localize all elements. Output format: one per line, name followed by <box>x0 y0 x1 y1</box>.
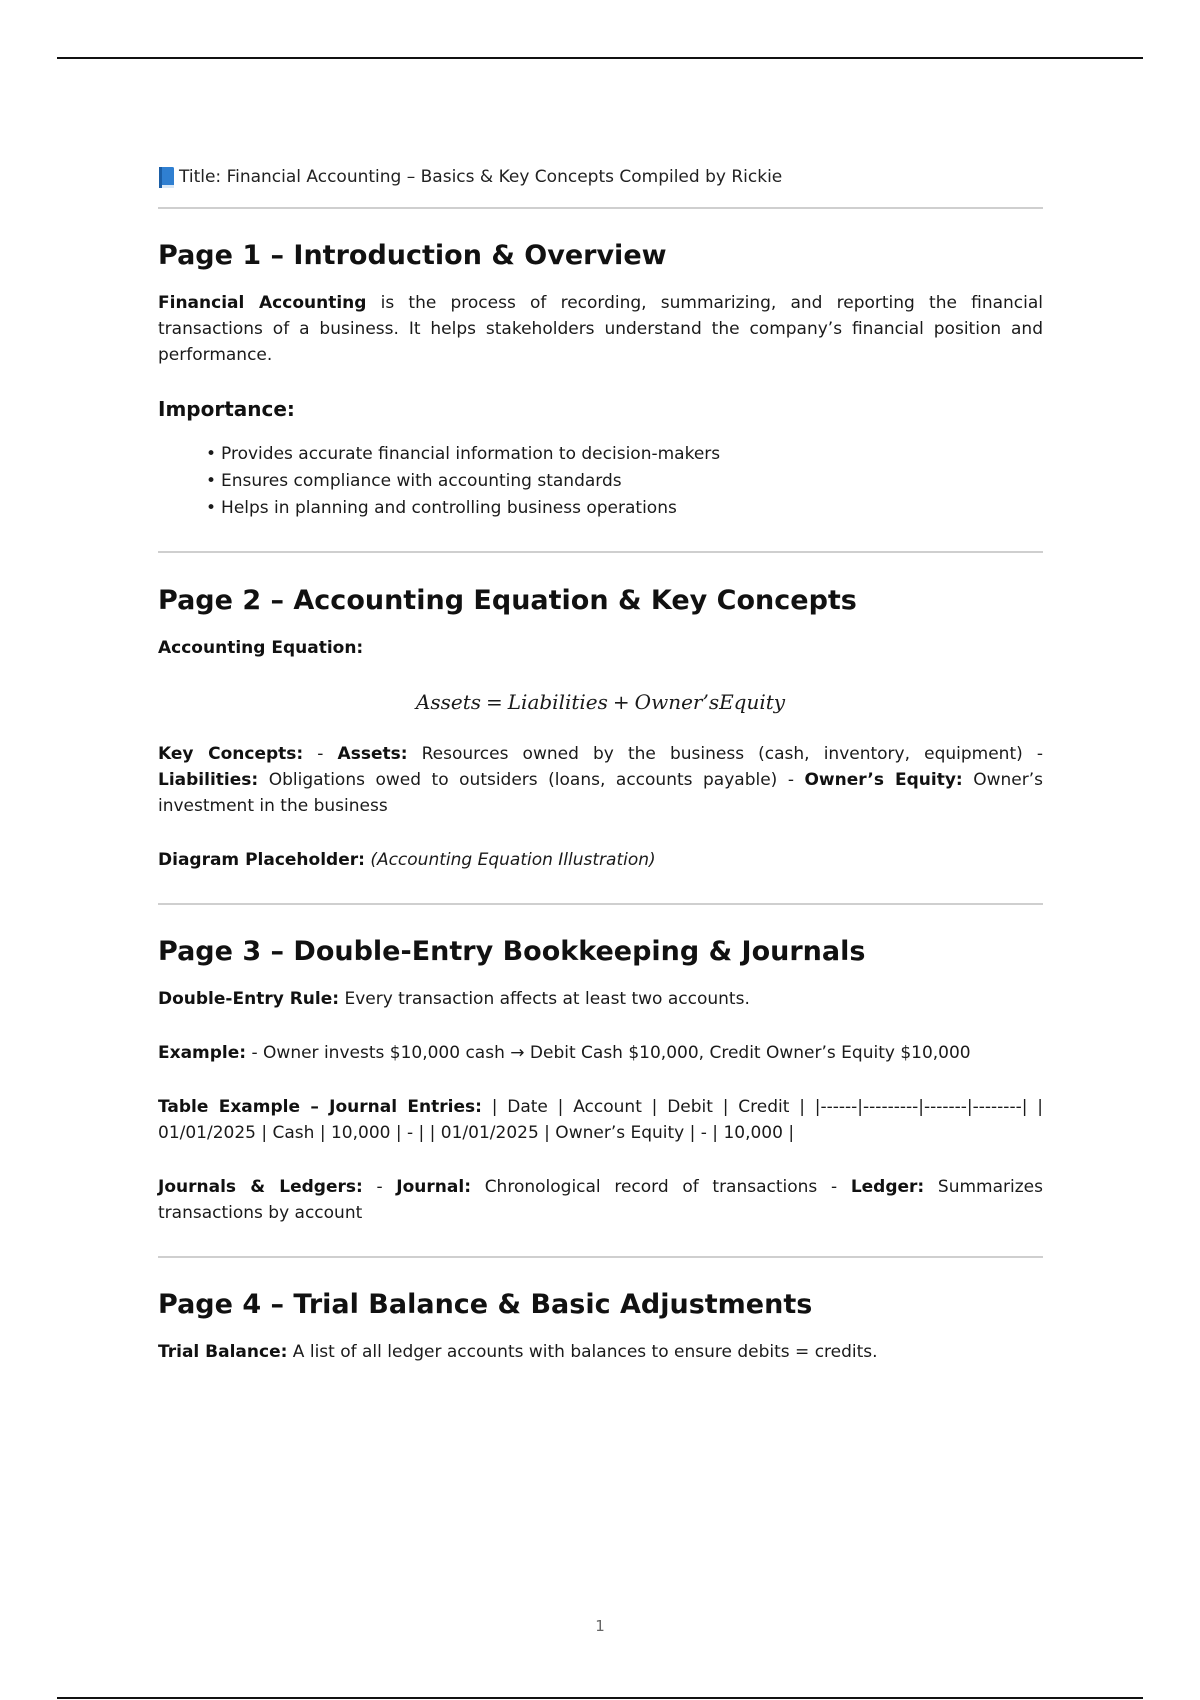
page3-heading: Page 3 – Double-Entry Bookkeeping & Journals <box>158 936 866 967</box>
equation-equals: = <box>486 690 503 714</box>
document-title-text: Title: Financial Accounting – Basics & Key Concepts Compiled by Rickie <box>179 167 783 187</box>
journals-ledgers: Journals & Ledgers: - Journal: Chronological record of transactions - Ledger: Summarizes transactions by account <box>158 1177 1043 1223</box>
page-top-rule <box>57 57 1143 59</box>
trial-balance: Trial Balance: A list of all ledger accounts with balances to ensure debits = credits. <box>158 1342 878 1362</box>
equation-assets: Assets <box>415 690 481 714</box>
key-concepts: Key Concepts: - Assets: Resources owned by the business (cash, inventory, equipment) - Liabilities: Obligations owed to outsiders (loans, accounts payable) - Owner’s Equity: Owner’s investment in the business <box>158 744 1043 816</box>
accounting-equation <box>158 687 1043 717</box>
diagram-placeholder: Diagram Placeholder: (Accounting Equation Illustration) <box>158 850 656 870</box>
list-item: • Ensures compliance with accounting standards <box>206 468 1043 495</box>
intro-term: Financial Accounting <box>158 293 367 313</box>
document-body <box>158 162 1043 1365</box>
list-item: • Provides accurate financial information to decision-makers <box>206 441 1043 468</box>
page4-heading: Page 4 – Trial Balance & Basic Adjustments <box>158 1289 813 1320</box>
intro-text: is the process of recording, summarizing, and reporting the financial transactions of a business. It helps stakeholders understand the company’s financial position and performance. <box>158 293 1043 365</box>
journal-table-example: Table Example – Journal Entries: | Date | Account | Debit | Credit | |------|---------|-------|--------| | 01/01/2025 | Cash | 10,000 | - | | 01/01/2025 | Owner’s Equity | - | 10,000 | <box>158 1097 1043 1143</box>
page2-heading: Page 2 – Accounting Equation & Key Concepts <box>158 585 857 616</box>
importance-heading: Importance: <box>158 397 295 421</box>
equation-label: Accounting Equation: <box>158 638 364 658</box>
example: Example: - Owner invests $10,000 cash → Debit Cash $10,000, Credit Owner’s Equity $10,000 <box>158 1043 971 1063</box>
importance-list <box>158 441 1043 522</box>
blue-book-icon <box>158 166 175 189</box>
page-number: 1 <box>595 1617 605 1635</box>
double-entry-rule: Double-Entry Rule: Every transaction affects at least two accounts. <box>158 989 750 1009</box>
equation-equity: Owner’sEquity <box>634 690 786 714</box>
page-bottom-rule <box>57 1697 1143 1699</box>
list-item: • Helps in planning and controlling business operations <box>206 495 1043 522</box>
equation-plus: + <box>612 690 630 714</box>
equation-liabilities: Liabilities <box>507 690 608 714</box>
page1-heading: Page 1 – Introduction & Overview <box>158 240 667 271</box>
document-title <box>158 162 1043 192</box>
page1-intro <box>158 290 1043 368</box>
